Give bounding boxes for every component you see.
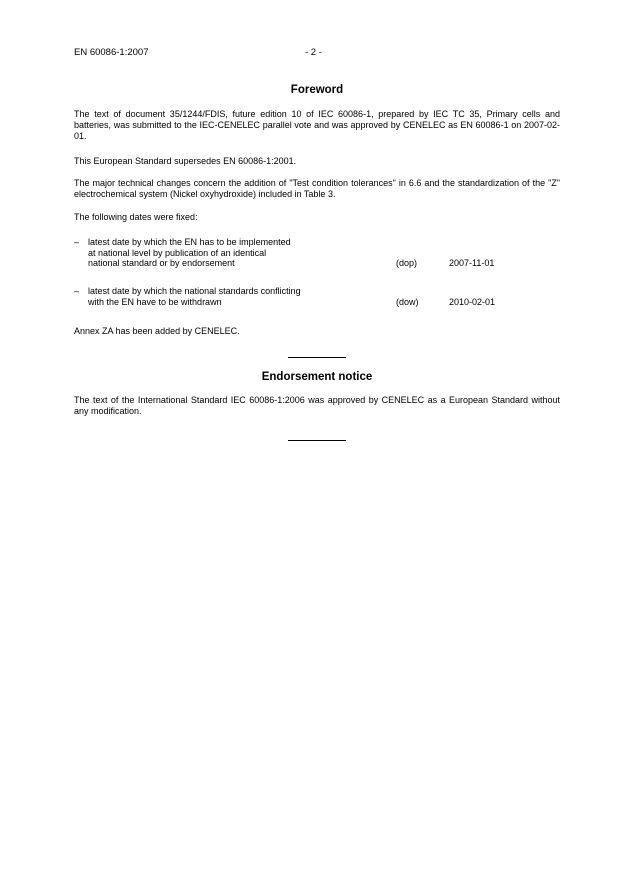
date-code: (dop) bbox=[396, 258, 418, 268]
date-entry-description bbox=[88, 286, 388, 307]
foreword-paragraph-2: This European Standard supersedes EN 60086-1:2001. bbox=[74, 156, 297, 166]
list-dash: – bbox=[74, 237, 80, 247]
annex-note: Annex ZA has been added by CENELEC. bbox=[74, 326, 240, 336]
date-code: (dow) bbox=[396, 296, 419, 307]
endorsement-paragraph: The text of the International Standard IEC 60086-1:2006 was approved by CENELEC as a European Standard without any modification. bbox=[74, 395, 560, 416]
foreword-paragraph-1: The text of document 35/1244/FDIS, future edition 10 of IEC 60086-1, prepared by IEC TC 35, Primary cells and batteries, was submitted to the IEC-CENELEC parallel vote and was approved by CENELEC as EN 60086-1 on 2007-02-01. bbox=[74, 109, 560, 141]
date-value: 2010-02-01 bbox=[449, 296, 496, 307]
description-line: at national level by publication of an identical bbox=[88, 247, 267, 258]
end-divider bbox=[288, 440, 346, 441]
description-line: national standard or by endorsement bbox=[88, 258, 235, 268]
foreword-title: Foreword bbox=[290, 84, 344, 96]
foreword-paragraph-3: The major technical changes concern the addition of "Test condition tolerances" in 6.6 and the standardization of the "Z" electrochemical system (Nickel oxyhydroxide) included in Table 3. bbox=[74, 178, 560, 199]
date-value: 2007-11-01 bbox=[449, 258, 495, 268]
description-line: with the EN have to be withdrawn bbox=[88, 296, 222, 307]
document-id: EN 60086-1:2007 bbox=[74, 47, 149, 58]
date-entry-dop bbox=[74, 237, 560, 273]
foreword-paragraph-4: The following dates were fixed: bbox=[74, 212, 198, 222]
endorsement-title: Endorsement notice bbox=[261, 371, 373, 383]
date-entry-description bbox=[88, 237, 388, 269]
list-dash: – bbox=[74, 286, 80, 296]
description-line: latest date by which the national standards conflicting bbox=[88, 286, 301, 296]
description-line: latest date by which the EN has to be implemented bbox=[88, 237, 291, 247]
page-number: - 2 - bbox=[305, 47, 322, 58]
section-divider bbox=[288, 357, 346, 358]
date-entry-dow bbox=[74, 286, 560, 312]
